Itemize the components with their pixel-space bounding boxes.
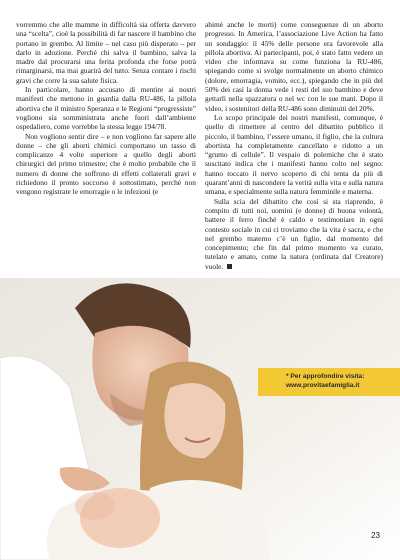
website-promo-box xyxy=(258,368,400,396)
end-of-article-mark xyxy=(227,264,232,269)
article-column-right xyxy=(205,20,383,271)
article-paragraph: vorremmo che alle mamme in difficoltà sia offerta davvero una “scelta”, cioè la possibilità di far nascere il bambino che portano in grembo. Al limite – nel caso più disperato – per darlo in adozione. Perché chi salva il bambino, salva la madre dal procurarsi una ferita profonda che forse potrà rimarginarsi, ma mai guarirà del tutto. Senza contare i rischi gravi che corre la sua salute fisica. xyxy=(16,20,196,85)
article-paragraph: Non vogliono sentir dire – e non vogliono far sapere alle donne – che gli aborti chimici comportano un tasso di complicanze 4 volte superiore a quello degli aborti chirurgici del primo trimestre; che è molto probabile che il numero di donne che soffrono di effetti collaterali gravi e richiedono il pronto soccorso è sottostimato, perché non vengono registrate le emorragie o le infezioni (e xyxy=(16,131,196,197)
family-photo-illustration xyxy=(0,278,400,560)
page-number: 23 xyxy=(371,531,380,540)
family-photo xyxy=(0,278,400,560)
article-paragraph: ahimè anche le morti) come conseguenze di un aborto progresso. In America, l’associazione Live Action ha fatto un sondaggio: il 45% delle persone era favorevole alla pillola abortiva. Ai partecipanti, poi, è stato fatto vedere un video che informava su come funziona la RU-486, spiegando come si svolge normalmente un aborto chimico (dolore, emorragia, vomito, ecc.), spiegando che in più del 50% dei casi la donna vede i resti del suo bambino e deve gettarli nella spazzatura o nel wc con le sue mani. Dopo il video, i sostenitori della RU-486 sono diminuiti del 20%. xyxy=(205,20,383,113)
article-paragraph: Lo scopo principale dei nostri manifesti, comunque, è quello di rimettere al centro del dibattito pubblico il piccolo, il bambino, l’essere umano, il figlio, che la cultura abortista ha completamente cancellato e ridotto a un “grumo di cellule”. Il vespaio di polemiche che è stato suscitato indica che i manifesti hanno colto nel segno: hanno toccato il nervo scoperto di chi tenta da più di quarant’anni di nascondere la verità sulla vita e sulla natura umana, e specialmente sulla natura femminile e materna. xyxy=(205,112,383,197)
promo-website-link[interactable]: www.provitaefamiglia.it xyxy=(286,382,360,389)
article-paragraph-text: Sulla scia del dibattito che così si sta riaprendo, è compito di tutti noi, uomini (e donne) di buona volontà, battere il ferro finché è caldo e testimoniare in ogni contesto sociale in cui ci troviamo che la vita è sacra, e che nel grembo materno c’è un figlio, dal momento del concepimento; che fin dal primo momento va curato, tutelato e amato, come la natura (ordinata dal Creatore) vuole. xyxy=(205,196,383,271)
article-paragraph: In particolare, hanno accusato di mentire ai nostri manifesti che mettono in guardia dalla RU-486, la pillola abortiva che il ministro Speranza e le Regioni “progressiste” vogliono sia somministrata anche fuori dall’ambiente ospedaliero, come vorrebbe la stessa legge 194/78. xyxy=(16,85,196,132)
promo-caption: * Per approfondire visita: xyxy=(286,373,365,380)
article-column-left xyxy=(16,20,196,197)
article-paragraph-last xyxy=(205,197,383,271)
